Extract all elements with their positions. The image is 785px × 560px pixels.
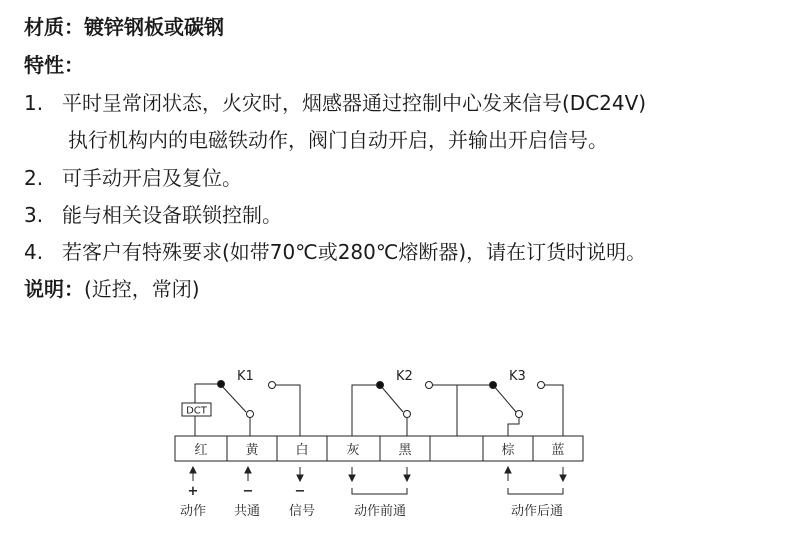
wire-k3-nc [457,385,489,436]
polarity-sign: − [294,484,306,499]
feature-number: 3. [24,203,44,227]
k3-blade [493,385,516,412]
wire-blue [544,385,563,436]
wire-k2-no [432,385,457,436]
feature-text: 若客户有特殊要求(如带70℃或280℃熔断器)，请在订货时说明。 [62,240,647,264]
note-label: 说明： [24,277,84,301]
polarity-sign: + [187,484,199,499]
polarity-sign: − [242,484,254,499]
caption-after-action: 动作后通 [510,504,564,519]
k3-label: K3 [509,369,526,384]
bracket-before-action [352,488,407,494]
arrow-up-icon [245,467,251,481]
k1-contact-common [247,411,254,418]
terminal-red: 红 [194,443,208,458]
terminal-block [175,436,583,461]
arrow-up-icon [505,467,511,481]
k2-blade [380,385,403,412]
terminal-grey: 灰 [346,443,360,458]
arrow-down-icon [349,467,355,481]
caption-before-action: 动作前通 [353,504,407,519]
terminal-black: 黑 [398,443,412,458]
terminal-yellow: 黄 [245,443,259,458]
k1-label: K1 [237,369,254,384]
material-value: 镀锌钢板或碳钢 [84,15,224,39]
wire-white [275,385,300,436]
wire-brown [508,418,519,436]
k3-pivot [490,382,497,389]
caption-action: 动作 [179,504,207,519]
k2-label: K2 [396,369,413,384]
caption-common: 共通 [233,504,261,519]
wire-grey [352,385,376,436]
material-label: 材质： [24,15,84,39]
k2-pivot [377,382,384,389]
features-label: 特性： [24,53,84,77]
feature-text: 平时呈常闭状态，火灾时，烟感器通过控制中心发来信号(DC24V) [62,91,647,115]
arrow-down-icon [297,467,303,481]
feature-number: 2. [24,166,44,190]
k2-contact-no [426,382,433,389]
terminal-brown: 棕 [501,443,515,458]
note-value: (近控，常闭) [84,277,200,301]
bracket-after-action [508,488,563,494]
caption-signal: 信号 [288,504,316,519]
arrow-down-icon [560,467,566,481]
feature-item-1-cont: 执行机构内的电磁铁动作，阀门自动开启，并输出开启信号。 [68,128,608,152]
feature-text: 能与相关设备联锁控制。 [62,203,282,227]
k3-contact-common [516,411,523,418]
arrow-down-icon [404,467,410,481]
arrow-up-icon [190,467,196,481]
feature-number: 4. [24,240,44,264]
k1-blade [221,385,246,412]
k1-pivot [218,381,225,388]
dct-label: DCT [186,405,207,417]
feature-number: 1. [24,91,44,115]
feature-text: 可手动开启及复位。 [62,166,242,190]
k3-contact-no [538,382,545,389]
k1-contact-no [269,382,276,389]
k2-contact-common [404,411,411,418]
terminal-blue: 蓝 [551,443,565,458]
terminal-white: 白 [295,443,309,458]
